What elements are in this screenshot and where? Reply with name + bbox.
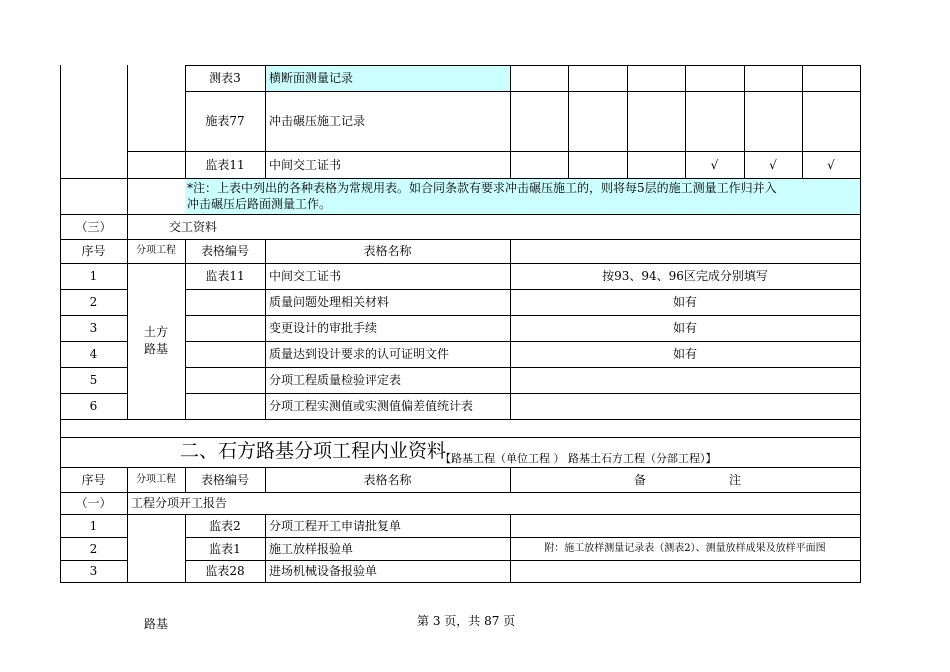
row-code: 监表1 xyxy=(209,541,241,556)
row-name: 质量问题处理相关材料 xyxy=(269,295,390,309)
footer-label: 路基 xyxy=(144,617,169,631)
section-title: 工程分项开工报告 xyxy=(131,496,228,510)
row-name: 进场机械设备报验单 xyxy=(269,564,378,578)
header-remark-b: 注 xyxy=(728,472,741,487)
section-number: （三） xyxy=(75,219,112,234)
header-code: 表格编号 xyxy=(200,244,249,258)
row-seq: 5 xyxy=(89,373,98,387)
header-seq: 序号 xyxy=(81,244,106,258)
row-code: 监表2 xyxy=(209,518,241,533)
group-label: 土方 路基 xyxy=(143,325,168,356)
row-name: 分项工程质量检验评定表 xyxy=(269,373,402,387)
header-name: 表格名称 xyxy=(363,244,412,258)
header-seq: 序号 xyxy=(81,472,106,487)
row-name: 中间交工证书 xyxy=(269,269,342,283)
row-seq: 2 xyxy=(89,295,98,309)
table-note xyxy=(187,180,877,212)
header-part: 分项工程 xyxy=(136,245,176,256)
note-line: 冲击碾压后路面测量工作。 xyxy=(187,197,332,211)
row-remark: 如有 xyxy=(672,321,697,335)
row-remark: 附：施工放样测量记录表（测表2）、测量放样成果及放样平面图 xyxy=(544,542,826,554)
header-remark-a: 备 xyxy=(633,472,646,487)
row-seq: 2 xyxy=(89,541,98,556)
section-number: （一） xyxy=(75,496,112,510)
row-code: 测表3 xyxy=(209,71,241,85)
row-code: 施表77 xyxy=(205,114,245,128)
row-code: 监表11 xyxy=(205,269,245,283)
page-number: 第 3 页，共 87 页 xyxy=(417,614,516,628)
check-mark: √ xyxy=(827,157,835,172)
note-line: *注：上表中列出的各种表格为常规用表。如合同条款有要求冲击碾压施工的，则将每5层的施工测量工作归并入 xyxy=(187,181,777,195)
header-code: 表格编号 xyxy=(200,472,249,487)
row-name: 横断面测量记录 xyxy=(269,71,354,85)
row-seq: 3 xyxy=(89,564,98,578)
row-seq: 4 xyxy=(89,347,98,361)
row-name: 施工放样报验单 xyxy=(269,541,354,556)
row-name: 变更设计的审批手续 xyxy=(269,321,378,335)
row-remark: 如有 xyxy=(672,295,697,309)
header-part: 分项工程 xyxy=(136,473,176,485)
row-remark: 如有 xyxy=(672,347,697,361)
check-mark: √ xyxy=(710,157,719,172)
row-name: 分项工程开工申请批复单 xyxy=(269,518,402,533)
row-name: 冲击碾压施工记录 xyxy=(269,114,366,128)
row-seq: 6 xyxy=(89,399,98,413)
section-title: 交工资料 xyxy=(169,219,218,234)
row-name: 中间交工证书 xyxy=(269,157,342,172)
row-code: 监表11 xyxy=(205,157,245,172)
row-code: 监表28 xyxy=(205,564,245,578)
row-seq: 1 xyxy=(89,518,98,533)
row-name: 质量达到设计要求的认可证明文件 xyxy=(269,347,450,361)
check-mark: √ xyxy=(769,157,777,172)
row-seq: 3 xyxy=(89,321,98,335)
section-heading: 二、石方路基分项工程内业资料 xyxy=(180,440,447,462)
section-subheading: 【路基工程（单位工程 ） 路基土石方工程（分部工程）】 xyxy=(440,452,717,465)
header-name: 表格名称 xyxy=(363,472,412,487)
row-seq: 1 xyxy=(89,269,98,283)
row-name: 分项工程实测值或实测值偏差值统计表 xyxy=(269,399,474,413)
row-remark: 按93、94、96区完成分别填写 xyxy=(602,269,768,283)
